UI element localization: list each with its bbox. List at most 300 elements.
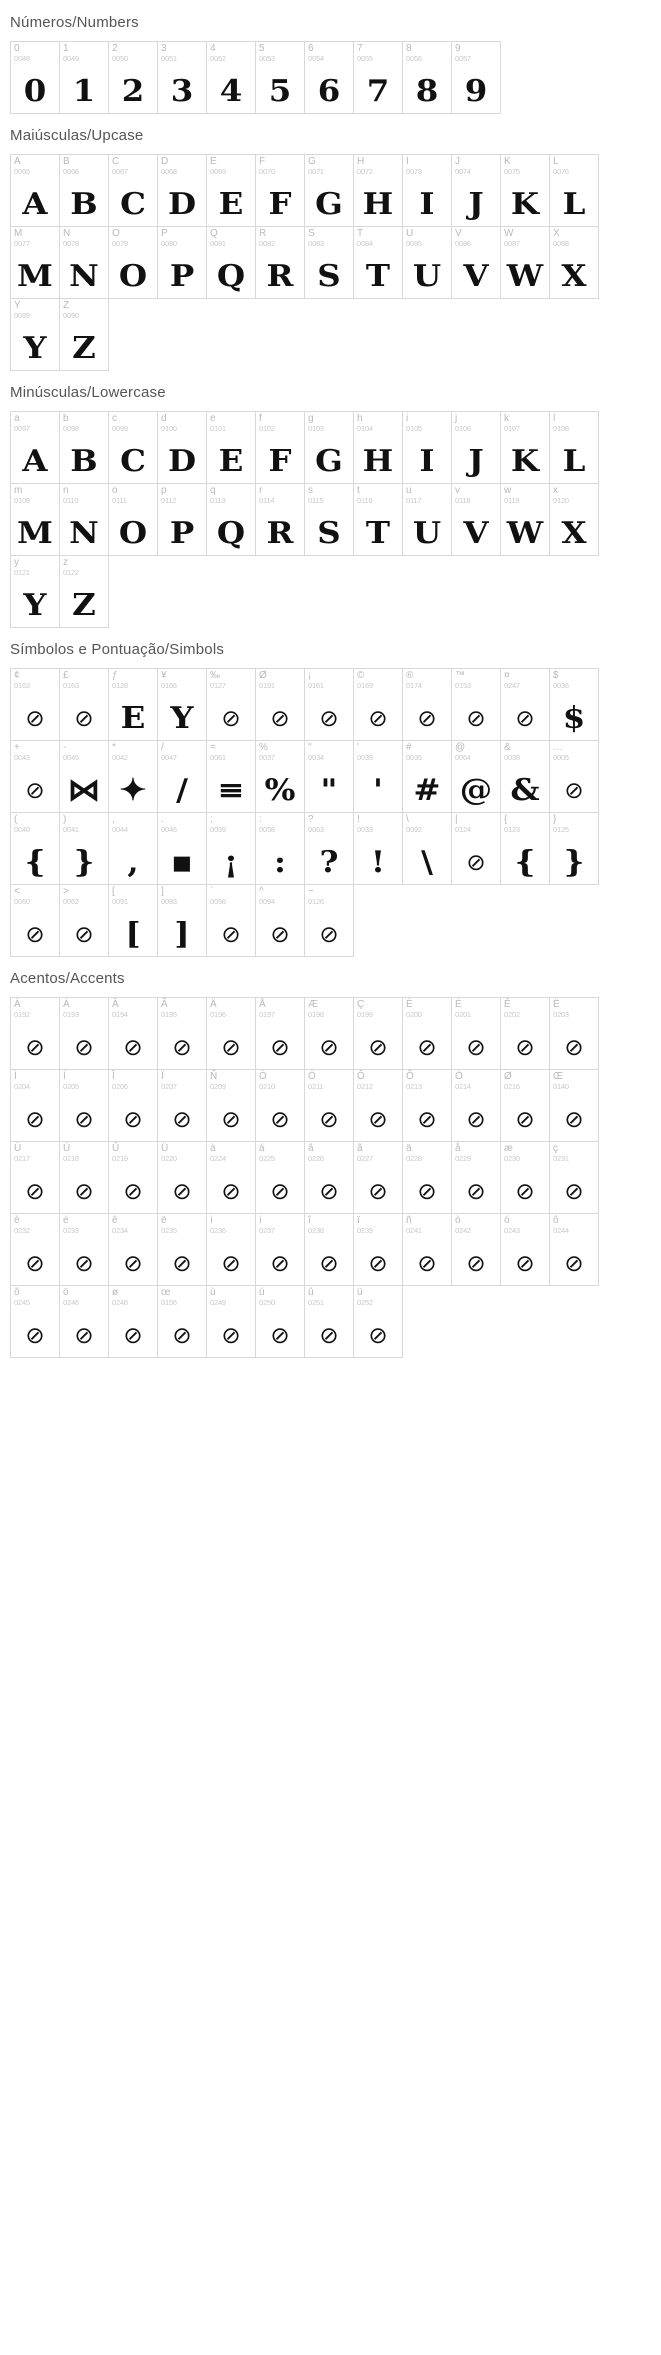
glyph-code-label: 0037: [259, 752, 275, 762]
glyph-meta: [60, 1142, 108, 1162]
glyph-code-label: 0033: [357, 824, 373, 834]
glyph-char-label: G: [308, 156, 316, 167]
glyph-preview: /: [176, 773, 188, 808]
glyph-cell[interactable]: [157, 740, 207, 813]
glyph-char-label: N: [63, 228, 71, 239]
glyph-char-label: q: [210, 485, 216, 496]
glyph-cell[interactable]: [402, 154, 452, 227]
glyph-char-label: À: [14, 999, 21, 1010]
glyph-code-label: 0077: [14, 238, 30, 248]
glyph-preview: Z: [72, 331, 96, 366]
glyph-cell[interactable]: [451, 997, 501, 1070]
glyph-cell[interactable]: [10, 154, 60, 227]
glyph-cell[interactable]: [255, 997, 305, 1070]
glyph-code-label: 0109: [14, 495, 30, 505]
glyph-cell[interactable]: [10, 1285, 60, 1358]
glyph-cell[interactable]: [304, 41, 354, 114]
notdef-icon: ⊘: [564, 1035, 584, 1061]
glyph-cell[interactable]: [59, 483, 109, 556]
glyph-cell[interactable]: [549, 154, 599, 227]
glyph-preview: T: [365, 259, 391, 294]
glyph-cell[interactable]: [451, 668, 501, 741]
glyph-char-label: å: [455, 1143, 461, 1154]
glyph-cell[interactable]: [108, 411, 158, 484]
glyph-cell[interactable]: [451, 740, 501, 813]
glyph-cell[interactable]: [59, 154, 109, 227]
glyph-cell[interactable]: [59, 298, 109, 371]
glyph-cell[interactable]: [402, 812, 452, 885]
glyph-cell[interactable]: [402, 997, 452, 1070]
glyph-cell[interactable]: [157, 411, 207, 484]
glyph-cell[interactable]: [353, 483, 403, 556]
glyph-preview: 1: [72, 74, 96, 109]
glyph-cell[interactable]: [108, 154, 158, 227]
glyph-code-label: 0114: [259, 495, 275, 505]
glyph-cell[interactable]: [402, 483, 452, 556]
glyph-preview: \: [421, 845, 433, 880]
glyph-code-label: 0115: [308, 495, 324, 505]
glyph-preview: E: [218, 444, 244, 479]
glyph-preview: B: [70, 187, 98, 222]
glyph-cell[interactable]: [59, 1213, 109, 1286]
glyph-cell[interactable]: [549, 812, 599, 885]
glyph-code-label: 0098: [63, 423, 79, 433]
glyph-cell[interactable]: [59, 41, 109, 114]
glyph-code-label: 0153: [455, 680, 471, 690]
glyph-code-label: 0054: [308, 53, 324, 63]
glyph-cell[interactable]: [451, 1069, 501, 1142]
glyph-cell[interactable]: [353, 1069, 403, 1142]
glyph-char-label: ~: [308, 886, 314, 897]
glyph-char-label: ?: [308, 814, 314, 825]
glyph-meta: [452, 741, 500, 761]
glyph-cell[interactable]: [157, 1141, 207, 1214]
glyph-code-label: 0069: [210, 166, 226, 176]
glyph-cell[interactable]: [10, 1213, 60, 1286]
glyph-cell[interactable]: [304, 226, 354, 299]
glyph-cell[interactable]: [108, 1141, 158, 1214]
glyph-preview: O: [118, 259, 148, 294]
glyph-preview: H: [362, 187, 394, 222]
glyph-cell[interactable]: [157, 1213, 207, 1286]
glyph-cell[interactable]: [451, 41, 501, 114]
glyph-code-label: 0111: [112, 495, 127, 505]
glyph-preview: ]: [174, 917, 190, 952]
notdef-icon: ⊘: [564, 778, 584, 804]
glyph-cell[interactable]: [206, 740, 256, 813]
glyph-code-label: 0162: [14, 680, 30, 690]
glyph-cell[interactable]: [206, 226, 256, 299]
glyph-cell[interactable]: [10, 555, 60, 628]
glyph-cell[interactable]: [108, 1069, 158, 1142]
glyph-char-label: E: [210, 156, 217, 167]
glyph-cell[interactable]: [206, 411, 256, 484]
glyph-meta: [60, 1214, 108, 1234]
glyph-cell[interactable]: [304, 483, 354, 556]
glyph-cell[interactable]: [353, 226, 403, 299]
glyph-cell[interactable]: [10, 884, 60, 957]
glyph-char-label: ¥: [161, 670, 167, 681]
glyph-preview: C: [120, 444, 146, 479]
glyph-cell[interactable]: [59, 812, 109, 885]
glyph-code-label: 0124: [455, 824, 471, 834]
glyph-char-label: e: [210, 413, 216, 424]
glyph-preview: M: [17, 259, 53, 294]
glyph-cell[interactable]: [402, 226, 452, 299]
glyph-cell[interactable]: [304, 1213, 354, 1286]
glyph-cell[interactable]: [59, 411, 109, 484]
glyph-preview: R: [266, 516, 294, 551]
glyph-char-label: ä: [406, 1143, 412, 1154]
glyph-cell[interactable]: [353, 411, 403, 484]
glyph-cell[interactable]: [304, 812, 354, 885]
glyph-cell[interactable]: [451, 483, 501, 556]
glyph-cell[interactable]: [206, 812, 256, 885]
glyph-meta: [60, 484, 108, 504]
glyph-preview: C: [120, 187, 146, 222]
glyph-grid: [0, 668, 630, 956]
glyph-meta: [501, 484, 549, 504]
glyph-cell[interactable]: [549, 740, 599, 813]
glyph-char-label: 9: [455, 43, 461, 54]
glyph-preview: [: [125, 917, 141, 952]
glyph-cell[interactable]: [10, 483, 60, 556]
glyph-cell[interactable]: [59, 740, 109, 813]
glyph-char-label: Ô: [357, 1071, 365, 1082]
glyph-char-label: Ü: [161, 1143, 169, 1154]
notdef-icon: ⊘: [172, 1035, 192, 1061]
glyph-cell[interactable]: [10, 1141, 60, 1214]
glyph-cell[interactable]: [255, 483, 305, 556]
glyph-cell[interactable]: [157, 483, 207, 556]
glyph-cell[interactable]: [255, 740, 305, 813]
glyph-cell[interactable]: [304, 997, 354, 1070]
notdef-icon: ⊘: [368, 1251, 388, 1277]
glyph-cell[interactable]: [255, 812, 305, 885]
glyph-meta: [256, 1142, 304, 1162]
glyph-cell[interactable]: [549, 226, 599, 299]
glyph-cell[interactable]: [59, 884, 109, 957]
glyph-cell[interactable]: [549, 997, 599, 1070]
glyph-cell[interactable]: [402, 411, 452, 484]
glyph-meta: [60, 669, 108, 689]
glyph-char-label: Û: [112, 1143, 120, 1154]
glyph-cell[interactable]: [255, 668, 305, 741]
glyph-cell[interactable]: [59, 1069, 109, 1142]
glyph-code-label: 0092: [406, 824, 422, 834]
glyph-cell[interactable]: [157, 1285, 207, 1358]
glyph-meta: [11, 813, 59, 833]
glyph-meta: [158, 669, 206, 689]
glyph-cell[interactable]: [108, 668, 158, 741]
glyph-code-label: 0213: [406, 1081, 422, 1091]
glyph-cell[interactable]: [108, 812, 158, 885]
glyph-cell[interactable]: [255, 1285, 305, 1358]
glyph-preview: 6: [317, 74, 341, 109]
glyph-cell[interactable]: [157, 154, 207, 227]
glyph-cell[interactable]: [353, 740, 403, 813]
glyph-code-label: 0125: [553, 824, 569, 834]
glyph-cell[interactable]: [549, 411, 599, 484]
glyph-cell[interactable]: [500, 226, 550, 299]
glyph-code-label: 0199: [357, 1009, 373, 1019]
glyph-cell[interactable]: [304, 740, 354, 813]
glyph-cell[interactable]: [206, 1285, 256, 1358]
glyph-cell[interactable]: [500, 154, 550, 227]
glyph-cell[interactable]: [451, 812, 501, 885]
glyph-code-label: 0051: [161, 53, 177, 63]
glyph-cell[interactable]: [206, 1069, 256, 1142]
glyph-char-label: ã: [357, 1143, 363, 1154]
glyph-code-label: 0229: [455, 1153, 471, 1163]
glyph-preview: J: [468, 444, 484, 479]
glyph-cell[interactable]: [304, 668, 354, 741]
glyph-char-label: ;: [210, 814, 213, 825]
glyph-cell[interactable]: [59, 226, 109, 299]
glyph-code-label: 0118: [455, 495, 471, 505]
glyph-code-label: 0110: [63, 495, 79, 505]
glyph-code-label: 0090: [63, 310, 79, 320]
glyph-meta: [354, 1286, 402, 1306]
glyph-cell[interactable]: [451, 1213, 501, 1286]
glyph-char-label: î: [308, 1215, 311, 1226]
glyph-cell[interactable]: [10, 226, 60, 299]
glyph-meta: [60, 885, 108, 905]
glyph-preview: 5: [268, 74, 292, 109]
glyph-preview: 8: [415, 74, 439, 109]
glyph-cell[interactable]: [10, 997, 60, 1070]
glyph-cell[interactable]: [402, 668, 452, 741]
glyph-cell[interactable]: [157, 41, 207, 114]
glyph-cell[interactable]: [353, 997, 403, 1070]
glyph-cell[interactable]: [108, 226, 158, 299]
glyph-cell[interactable]: [108, 1213, 158, 1286]
glyph-cell[interactable]: [255, 1213, 305, 1286]
glyph-meta: [501, 813, 549, 833]
glyph-cell[interactable]: [402, 1069, 452, 1142]
glyph-code-label: 0049: [63, 53, 79, 63]
glyph-code-label: 0044: [112, 824, 128, 834]
glyph-cell[interactable]: [10, 1069, 60, 1142]
glyph-cell[interactable]: [500, 997, 550, 1070]
glyph-preview: W: [506, 516, 544, 551]
glyph-cell[interactable]: [451, 154, 501, 227]
glyph-cell[interactable]: [402, 1213, 452, 1286]
glyph-meta: [109, 669, 157, 689]
glyph-cell[interactable]: [353, 1213, 403, 1286]
glyph-cell[interactable]: [304, 154, 354, 227]
glyph-cell[interactable]: [451, 226, 501, 299]
glyph-code-label: 0108: [553, 423, 569, 433]
glyph-code-label: 0113: [210, 495, 226, 505]
glyph-code-label: 0041: [63, 824, 79, 834]
notdef-icon: ⊘: [25, 706, 45, 732]
glyph-cell[interactable]: [402, 740, 452, 813]
glyph-cell[interactable]: [500, 740, 550, 813]
glyph-meta: [403, 813, 451, 833]
glyph-cell[interactable]: [549, 1069, 599, 1142]
notdef-icon: ⊘: [221, 1323, 241, 1349]
glyph-char-label: P: [161, 228, 168, 239]
glyph-cell[interactable]: [206, 154, 256, 227]
glyph-cell[interactable]: [353, 668, 403, 741]
glyph-code-label: 0059: [210, 824, 226, 834]
glyph-cell[interactable]: [157, 1069, 207, 1142]
glyph-preview: 4: [219, 74, 243, 109]
glyph-cell[interactable]: [206, 884, 256, 957]
glyph-cell[interactable]: [500, 411, 550, 484]
glyph-meta: [60, 155, 108, 175]
glyph-cell[interactable]: [10, 411, 60, 484]
glyph-cell[interactable]: [157, 226, 207, 299]
glyph-cell[interactable]: [500, 1069, 550, 1142]
glyph-cell[interactable]: [255, 411, 305, 484]
glyph-cell[interactable]: [206, 483, 256, 556]
glyph-cell[interactable]: [108, 1285, 158, 1358]
glyph-meta: [158, 885, 206, 905]
glyph-cell[interactable]: [10, 298, 60, 371]
glyph-cell[interactable]: [451, 1141, 501, 1214]
glyph-char-label: Œ: [553, 1071, 563, 1082]
glyph-code-label: 0249: [210, 1297, 226, 1307]
glyph-cell[interactable]: [108, 884, 158, 957]
glyph-cell[interactable]: [304, 1285, 354, 1358]
glyph-cell[interactable]: [206, 997, 256, 1070]
glyph-meta: [158, 155, 206, 175]
glyph-meta: [354, 813, 402, 833]
glyph-meta: [550, 741, 598, 761]
glyph-cell[interactable]: [500, 1213, 550, 1286]
glyph-cell[interactable]: [59, 1141, 109, 1214]
glyph-meta: [305, 669, 353, 689]
notdef-icon: ⊘: [270, 1179, 290, 1205]
glyph-cell[interactable]: [206, 668, 256, 741]
glyph-preview: Q: [216, 516, 246, 551]
glyph-cell[interactable]: [108, 997, 158, 1070]
glyph-preview: B: [70, 444, 98, 479]
glyph-preview: K: [510, 187, 540, 222]
glyph-cell[interactable]: [10, 740, 60, 813]
glyph-cell[interactable]: [108, 740, 158, 813]
section-title: Maiúsculas/Upcase: [10, 127, 144, 144]
glyph-cell[interactable]: [500, 1141, 550, 1214]
glyph-meta: [11, 669, 59, 689]
glyph-cell[interactable]: [10, 812, 60, 885]
glyph-meta: [354, 1214, 402, 1234]
glyph-cell[interactable]: [255, 226, 305, 299]
glyph-char-label: ¡: [308, 670, 312, 681]
glyph-meta: [207, 42, 255, 62]
glyph-cell[interactable]: [304, 411, 354, 484]
glyph-cell[interactable]: [402, 41, 452, 114]
glyph-preview: V: [463, 516, 489, 551]
glyph-cell[interactable]: [549, 483, 599, 556]
glyph-char-label: }: [553, 814, 557, 825]
glyph-code-label: 0225: [259, 1153, 275, 1163]
glyph-cell[interactable]: [255, 154, 305, 227]
glyph-cell[interactable]: [353, 1285, 403, 1358]
glyph-cell[interactable]: [255, 41, 305, 114]
glyph-cell[interactable]: [549, 668, 599, 741]
glyph-char-label: !: [357, 814, 360, 825]
glyph-cell[interactable]: [157, 812, 207, 885]
glyph-cell[interactable]: [157, 997, 207, 1070]
glyph-code-label: 0169: [357, 680, 373, 690]
glyph-cell[interactable]: [451, 411, 501, 484]
glyph-cell[interactable]: [59, 1285, 109, 1358]
glyph-preview: N: [69, 259, 99, 294]
glyph-meta: [11, 412, 59, 432]
glyph-cell[interactable]: [255, 884, 305, 957]
glyph-meta: [305, 155, 353, 175]
notdef-icon: ⊘: [221, 1251, 241, 1277]
glyph-cell[interactable]: [353, 1141, 403, 1214]
glyph-cell[interactable]: [500, 483, 550, 556]
glyph-cell[interactable]: [59, 555, 109, 628]
notdef-icon: ⊘: [466, 706, 486, 732]
glyph-meta: [354, 1142, 402, 1162]
notdef-icon: ⊘: [564, 1251, 584, 1277]
notdef-icon: ⊘: [466, 1251, 486, 1277]
glyph-preview: ': [373, 773, 383, 808]
glyph-preview: 9: [464, 74, 488, 109]
glyph-cell[interactable]: [206, 1213, 256, 1286]
glyph-cell[interactable]: [500, 812, 550, 885]
glyph-cell[interactable]: [157, 668, 207, 741]
glyph-cell[interactable]: [10, 668, 60, 741]
glyph-char-label: .: [161, 814, 164, 825]
glyph-cell[interactable]: [402, 1141, 452, 1214]
glyph-code-label: 0107: [504, 423, 520, 433]
glyph-char-label: *: [112, 742, 116, 753]
glyph-preview: L: [562, 187, 586, 222]
glyph-char-label: {: [504, 814, 508, 825]
glyph-code-label: 0237: [259, 1225, 275, 1235]
glyph-cell[interactable]: [353, 812, 403, 885]
glyph-cell[interactable]: [500, 668, 550, 741]
glyph-cell[interactable]: [255, 1069, 305, 1142]
glyph-cell[interactable]: [304, 1069, 354, 1142]
glyph-cell[interactable]: [10, 41, 60, 114]
glyph-grid: [0, 41, 630, 113]
glyph-preview: #: [413, 773, 441, 808]
glyph-cell[interactable]: [59, 668, 109, 741]
glyph-meta: [60, 998, 108, 1018]
glyph-code-label: 0226: [308, 1153, 324, 1163]
glyph-char-label: Í: [63, 1071, 66, 1082]
glyph-cell[interactable]: [353, 154, 403, 227]
glyph-char-label: Ñ: [210, 1071, 218, 1082]
glyph-cell[interactable]: [157, 884, 207, 957]
glyph-cell[interactable]: [206, 41, 256, 114]
glyph-code-label: 0227: [357, 1153, 373, 1163]
glyph-cell[interactable]: [304, 884, 354, 957]
glyph-code-label: 0074: [455, 166, 471, 176]
glyph-cell[interactable]: [549, 1141, 599, 1214]
glyph-meta: [501, 1070, 549, 1090]
glyph-cell[interactable]: [206, 1141, 256, 1214]
glyph-meta: [158, 998, 206, 1018]
glyph-cell[interactable]: [304, 1141, 354, 1214]
glyph-cell[interactable]: [108, 41, 158, 114]
glyph-cell[interactable]: [108, 483, 158, 556]
glyph-cell[interactable]: [59, 997, 109, 1070]
glyph-cell[interactable]: [255, 1141, 305, 1214]
glyph-char-label: +: [14, 742, 20, 753]
glyph-meta: [60, 813, 108, 833]
glyph-cell[interactable]: [549, 1213, 599, 1286]
glyph-cell[interactable]: [353, 41, 403, 114]
